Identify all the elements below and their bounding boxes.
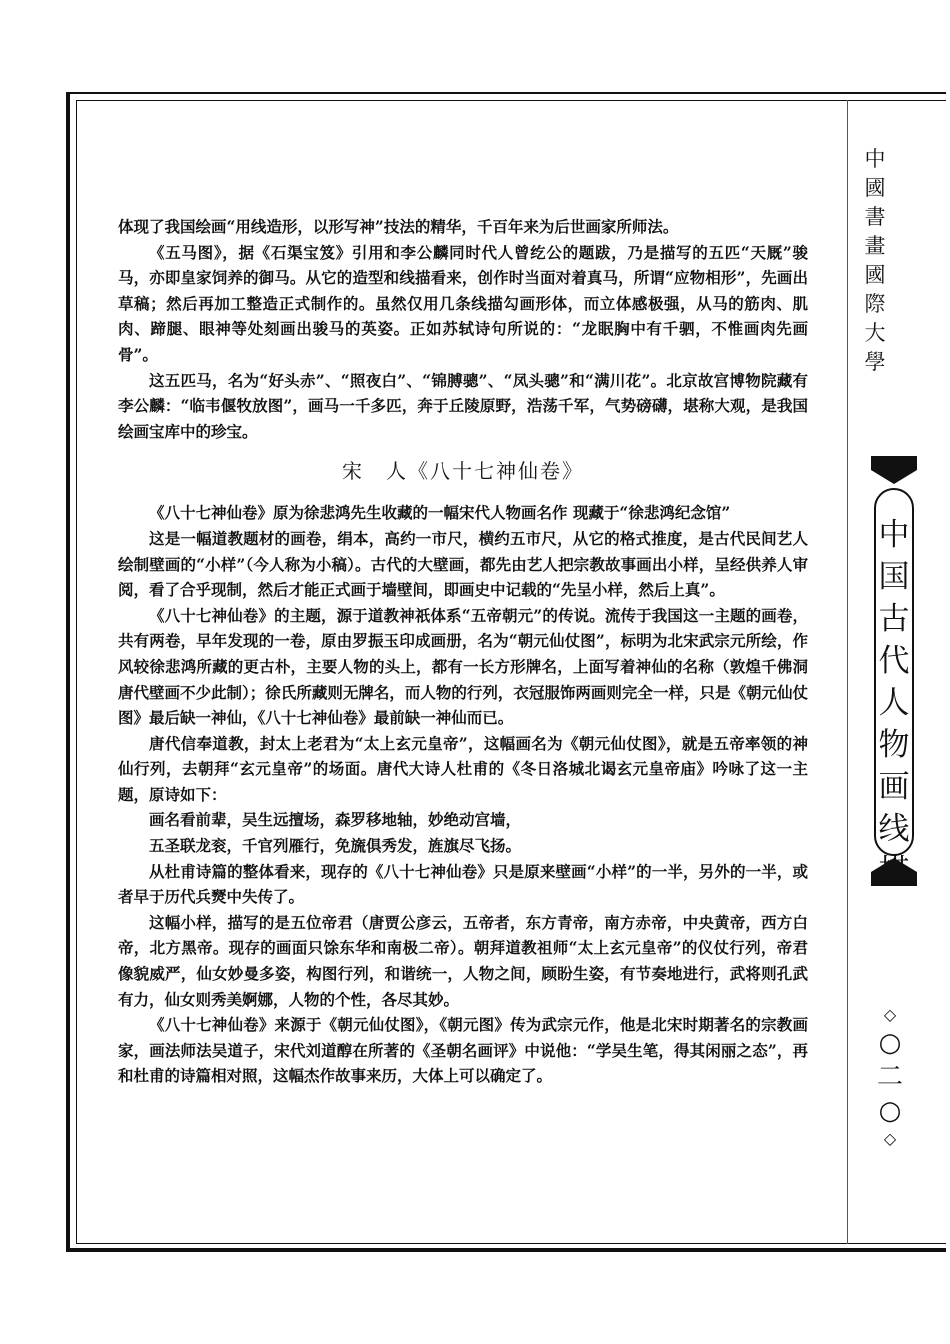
paragraph: 这五匹马，名为“好头赤”、“照夜白”、“锦膊骢”、“凤头骢”和“满川花”。北京故宫博物院藏有李公麟：“临韦偃牧放图”，画马一千多匹，奔于丘陵原野，浩荡千军，气势磅礴，堪称大观，是我国绘画宝库中的珍宝。 bbox=[118, 370, 808, 441]
section-title: 宋 人《八十七神仙卷》 bbox=[342, 459, 584, 484]
page-number-digit: 二 bbox=[876, 1062, 903, 1092]
paragraph: 《八十七神仙卷》的主题，源于道教神祇体系“五帝朝元”的传说。流传于我国这一主题的画卷，共有两卷，早年发现的一卷，原由罗振玉印成画册，名为“朝元仙仗图”，标明为北宋武宗元所绘，作风较徐悲鸿所藏的更古朴，主要人物的头上，都有一长方形牌名，上面写着神仙的名称（敦煌千佛洞唐代壁画不少此制）；徐氏所藏则无牌名，而人物的行列，衣冠服饰两画则完全一样，只是《朝元仙仗图》最后缺一神仙，《八十七神仙卷》最前缺一神仙而已。 bbox=[118, 605, 808, 728]
book-title bbox=[874, 514, 914, 892]
poem-line: 画名看前辈，吴生远擅场，森罗移地轴，妙绝动宫墙， bbox=[149, 810, 522, 830]
book-title-char: 代 bbox=[878, 643, 910, 679]
book-title-char: 古 bbox=[878, 601, 910, 637]
diamond-icon: ◇ bbox=[883, 1129, 897, 1148]
book-title-char: 物 bbox=[878, 727, 910, 763]
book-title-char: 国 bbox=[878, 559, 910, 595]
book-title-char: 人 bbox=[878, 685, 910, 721]
poem-line: 五圣联龙衮，千官列雁行，免旒俱秀发，旌旗尽飞扬。 bbox=[149, 836, 522, 856]
book-title-char: 画 bbox=[878, 769, 910, 805]
school-name-char: 書 bbox=[864, 205, 886, 229]
title-cap-bottom bbox=[871, 872, 917, 886]
school-name-char: 國 bbox=[864, 263, 886, 287]
school-name-char: 學 bbox=[864, 350, 886, 374]
school-name bbox=[862, 145, 888, 377]
paragraph: 从杜甫诗篇的整体看来，现存的《八十七神仙卷》只是原来壁画“小样”的一半，另外的一半，或者早于历代兵燹中失传了。 bbox=[118, 861, 808, 907]
paragraph: 唐代信奉道教，封太上老君为“太上玄元皇帝”，这幅画名为《朝元仙仗图》，就是五帝率领的神仙行列，去朝拜“玄元皇帝”的场面。唐代大诗人杜甫的《冬日洛城北谒玄元皇帝庙》吟咏了这一主题，原诗如下： bbox=[118, 733, 808, 804]
paragraph: 《五马图》，据《石渠宝笈》引用和李公麟同时代人曾纥公的题跋，乃是描写的五匹“天厩”骏马，亦即皇家饲养的御马。从它的造型和线描看来，创作时当面对着真马，所谓“应物相形”，先画出草稿；然后再加工整造正式制作的。虽然仅用几条线描勾画形体，而立体感极强，从马的筋肉、肌肉、蹄腿、眼神等处刻画出骏马的英姿。正如苏轼诗句所说的：“龙眠胸中有千驷，不惟画肉先画骨”。 bbox=[118, 242, 808, 364]
paragraph: 体现了我国绘画“用线造形，以形写神”技法的精华，千百年来为后世画家所师法。 bbox=[118, 217, 679, 236]
book-title-char: 线 bbox=[878, 811, 910, 847]
title-cap-top bbox=[871, 456, 917, 470]
page-number bbox=[876, 1004, 904, 1150]
paragraph: 这幅小样，描写的是五位帝君（唐贾公彦云，五帝者，东方青帝，南方赤帝，中央黄帝，西方白帝，北方黑帝。现存的画面只馀东华和南极二帝）。朝拜道教祖师“太上玄元皇帝”的仪仗行列，帝君像貌威严，仙女妙曼多姿，构图行列，和谐统一，人物之间，顾盼生姿，有节奏地进行，武将则孔武有力，仙女则秀美婀娜，人物的个性，各尽其妙。 bbox=[118, 912, 808, 1009]
diamond-icon: ◇ bbox=[883, 1005, 897, 1024]
paragraph: 《八十七神仙卷》来源于《朝元仙仗图》，《朝元图》传为武宗元作，他是北宋时期著名的宗教画家，画法师法吴道子，宋代刘道醇在所著的《圣朝名画评》中说他：“学吴生笔，得其闲丽之态”，再和杜甫的诗篇相对照，这幅杰作故事来历，大体上可以确定了。 bbox=[118, 1015, 808, 1086]
page-number-digit: ○ bbox=[878, 1028, 902, 1058]
sidebar-divider bbox=[847, 100, 848, 1244]
paragraph: 这是一幅道教题材的画卷，绢本，高约一市尺，横约五市尺，从它的格式推度，是古代民间艺人绘制壁画的“小样”（今人称为小稿）。古代的大壁画，都先由艺人把宗教故事画出小样，呈经供养人审阅，看了合乎现制，然后才能正式画于墙壁间，即画史中记载的“先呈小样，然后上真”。 bbox=[118, 528, 808, 600]
school-name-char: 際 bbox=[864, 292, 886, 316]
book-title-char: 中 bbox=[878, 517, 910, 553]
school-name-char: 畫 bbox=[864, 234, 886, 258]
school-name-char: 中 bbox=[864, 147, 886, 171]
school-name-char: 大 bbox=[864, 321, 886, 345]
school-name-char: 國 bbox=[864, 176, 886, 200]
page-number-digit: ○ bbox=[878, 1096, 902, 1126]
main-text bbox=[118, 214, 808, 1089]
paragraph: 《八十七神仙卷》原为徐悲鸿先生收藏的一幅宋代人物画名作 现藏于“徐悲鸿纪念馆” bbox=[149, 503, 731, 523]
